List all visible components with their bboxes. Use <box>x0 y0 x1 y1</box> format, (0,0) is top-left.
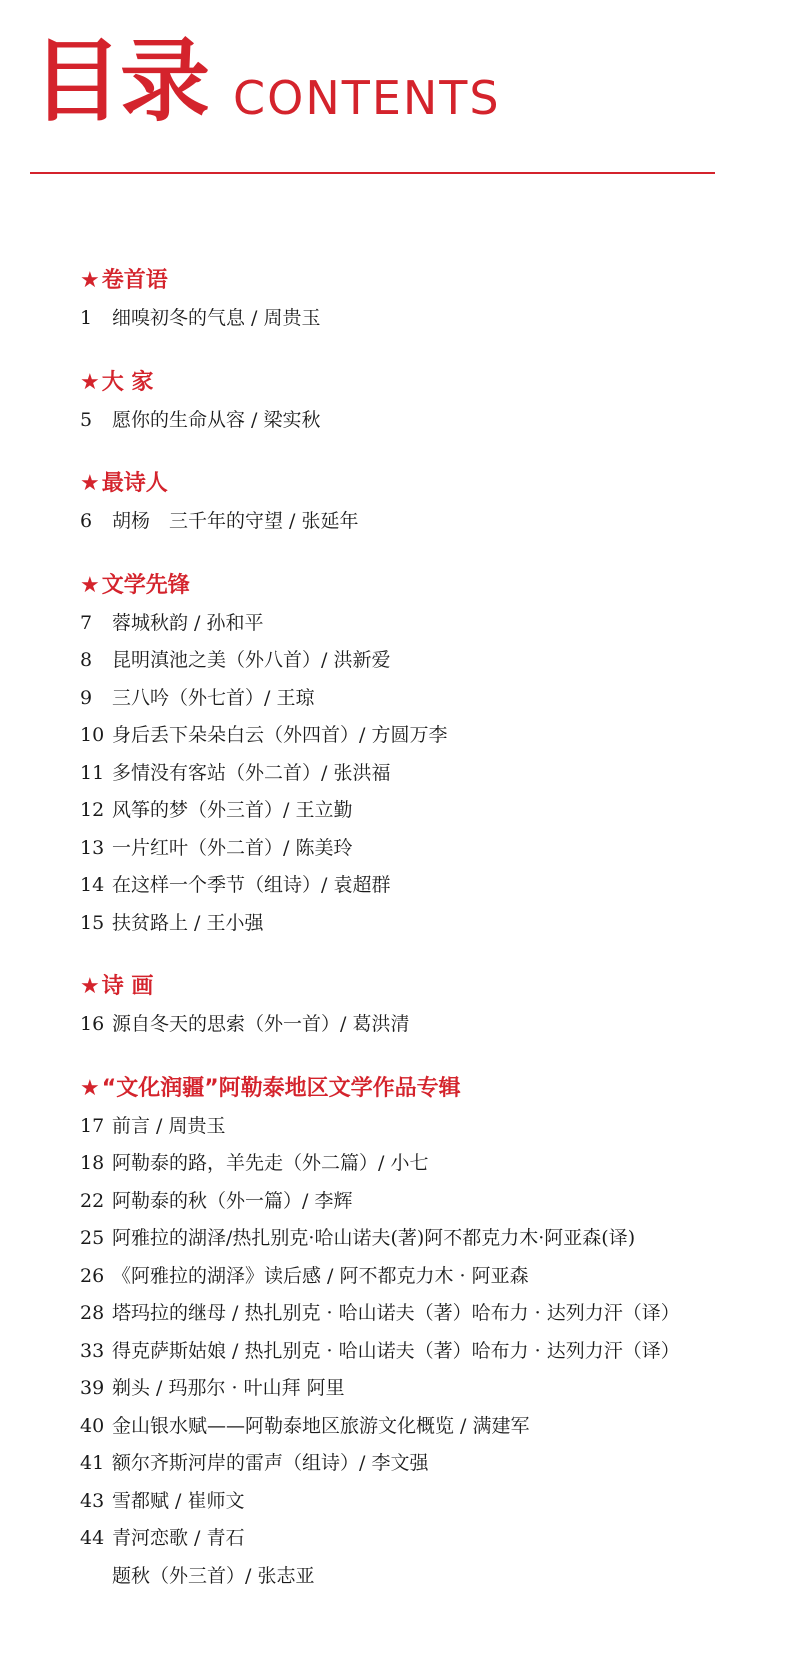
page-number: 13 <box>80 836 105 859</box>
page-number: 39 <box>80 1377 105 1399</box>
toc-entry[interactable] <box>80 1220 780 1258</box>
toc-entry[interactable] <box>80 867 780 905</box>
entry-title-author: 塔玛拉的继母 / 热扎别克 · 哈山诺夫（著）哈布力 · 达列力汗（译） <box>112 1302 680 1324</box>
entry-title-author: 细嗅初冬的气息 / 周贵玉 <box>112 307 321 329</box>
page-number <box>80 1558 112 1596</box>
entry-title-author: 风筝的梦（外三首）/ 王立勤 <box>112 799 353 821</box>
entry-title-author: 一片红叶（外二首）/ 陈美玲 <box>112 836 353 859</box>
star-icon: ★ <box>80 471 100 496</box>
toc-entry[interactable] <box>80 1006 780 1044</box>
page-number: 15 <box>80 911 105 934</box>
entry-title-author: 三八吟（外七首）/ 王琼 <box>112 686 315 709</box>
section-heading-text: 文学先锋 <box>101 572 190 598</box>
page-number: 22 <box>80 1189 105 1212</box>
page-number: 7 <box>80 611 93 634</box>
entry-title-author: 阿雅拉的湖泽/热扎别克·哈山诺夫(著)阿不都克力木·阿亚森(译) <box>112 1227 636 1249</box>
entry-title-author: 胡杨 三千年的守望 / 张延年 <box>112 510 359 532</box>
entry-title-author: 题秋（外三首）/ 张志亚 <box>112 1564 315 1587</box>
entry-title-author: 阿勒泰的路，羊先走（外二篇）/ 小七 <box>112 1152 429 1174</box>
toc-entry[interactable] <box>80 1295 780 1333</box>
entry-title-author: 阿勒泰的秋（外一篇）/ 李辉 <box>112 1189 353 1212</box>
entry-title-author: 愿你的生命从容 / 梁实秋 <box>112 408 321 431</box>
toc-entry[interactable] <box>80 1520 780 1558</box>
toc-entry[interactable] <box>80 717 780 755</box>
toc-entry[interactable] <box>80 1333 780 1371</box>
toc-entry[interactable] <box>80 1258 780 1296</box>
toc-entry[interactable] <box>80 1108 780 1146</box>
section-heading <box>80 567 780 605</box>
page-number: 40 <box>80 1414 105 1437</box>
page-number: 33 <box>80 1339 105 1362</box>
entry-title-author: 多情没有客站（外二首）/ 张洪福 <box>112 761 391 784</box>
star-icon: ★ <box>80 1075 100 1101</box>
page-number: 44 <box>80 1527 105 1549</box>
toc-entry[interactable] <box>80 642 780 680</box>
toc-entry[interactable] <box>80 402 780 440</box>
entry-title-author: 额尔齐斯河岸的雷声（组诗）/ 李文强 <box>112 1452 429 1474</box>
star-icon: ★ <box>80 369 100 395</box>
section-heading-text: 最诗人 <box>101 471 168 496</box>
section-heading-text: 卷首语 <box>101 268 168 293</box>
section-heading-text: 诗 画 <box>101 974 154 999</box>
section-heading-text: “文化润疆”阿勒泰地区文学作品专辑 <box>101 1075 461 1101</box>
toc-entry[interactable] <box>80 905 780 943</box>
table-of-contents <box>80 262 780 1621</box>
page-number: 28 <box>80 1302 105 1324</box>
page-title-english: CONTENTS <box>233 71 501 125</box>
entry-title-author: 身后丢下朵朵白云（外四首）/ 方圆万李 <box>112 724 448 746</box>
page-number: 16 <box>80 1013 105 1035</box>
toc-entry[interactable] <box>80 1370 780 1408</box>
toc-section <box>80 567 780 943</box>
entry-title-author: 蓉城秋韵 / 孙和平 <box>112 611 264 634</box>
toc-entry[interactable] <box>80 792 780 830</box>
section-heading <box>80 968 780 1006</box>
entry-title-author: 在这样一个季节（组诗）/ 袁超群 <box>112 874 391 896</box>
toc-entry[interactable] <box>80 1483 780 1521</box>
entry-title-author: 《阿雅拉的湖泽》读后感 / 阿不都克力木 · 阿亚森 <box>112 1264 529 1287</box>
toc-entry[interactable] <box>80 830 780 868</box>
page-number: 17 <box>80 1114 105 1137</box>
section-heading-text: 大 家 <box>101 369 154 395</box>
entry-title-author: 扶贫路上 / 王小强 <box>112 911 264 934</box>
toc-entry[interactable] <box>80 605 780 643</box>
section-heading <box>80 465 780 503</box>
toc-entry[interactable] <box>80 1408 780 1446</box>
entry-title-author: 前言 / 周贵玉 <box>112 1114 226 1137</box>
header <box>30 22 790 152</box>
toc-entry[interactable] <box>80 1183 780 1221</box>
page-number: 1 <box>80 307 93 329</box>
toc-entry[interactable] <box>80 503 780 541</box>
page-number: 8 <box>80 649 93 671</box>
page-number: 11 <box>80 761 105 784</box>
toc-section <box>80 968 780 1044</box>
toc-entry[interactable] <box>80 300 780 338</box>
section-heading <box>80 1070 780 1108</box>
toc-entry[interactable] <box>80 1445 780 1483</box>
page-title-chinese: 目录 <box>32 29 208 134</box>
section-heading <box>80 262 780 300</box>
page-number: 43 <box>80 1489 105 1512</box>
star-icon: ★ <box>80 572 100 598</box>
toc-section <box>80 262 780 338</box>
entry-title-author: 雪都赋 / 崔师文 <box>112 1489 245 1512</box>
toc-entry[interactable] <box>80 1558 780 1596</box>
page-number: 5 <box>80 408 93 431</box>
star-icon: ★ <box>80 974 100 999</box>
header-divider <box>30 172 715 174</box>
page-number: 41 <box>80 1452 105 1474</box>
toc-entry[interactable] <box>80 755 780 793</box>
toc-entry[interactable] <box>80 680 780 718</box>
page-number: 9 <box>80 686 93 709</box>
section-heading <box>80 364 780 402</box>
entry-title-author: 昆明滇池之美（外八首）/ 洪新爱 <box>112 649 391 671</box>
toc-entry[interactable] <box>80 1145 780 1183</box>
toc-section <box>80 1070 780 1596</box>
page-number: 14 <box>80 874 105 896</box>
page-number: 26 <box>80 1264 105 1287</box>
page-number: 12 <box>80 799 105 821</box>
page-number: 25 <box>80 1227 105 1249</box>
entry-title-author: 源自冬天的思索（外一首）/ 葛洪清 <box>112 1013 410 1035</box>
page-number: 10 <box>80 724 105 746</box>
entry-title-author: 剃头 / 玛那尔 · 叶山拜 阿里 <box>112 1377 345 1399</box>
toc-section <box>80 465 780 541</box>
page-number: 6 <box>80 510 93 532</box>
page-number: 18 <box>80 1152 105 1174</box>
entry-title-author: 青河恋歌 / 青石 <box>112 1527 245 1549</box>
star-icon: ★ <box>80 268 100 293</box>
toc-section <box>80 364 780 440</box>
entry-title-author: 得克萨斯姑娘 / 热扎别克 · 哈山诺夫（著）哈布力 · 达列力汗（译） <box>112 1339 680 1362</box>
entry-title-author: 金山银水赋——阿勒泰地区旅游文化概览 / 满建军 <box>112 1414 530 1437</box>
